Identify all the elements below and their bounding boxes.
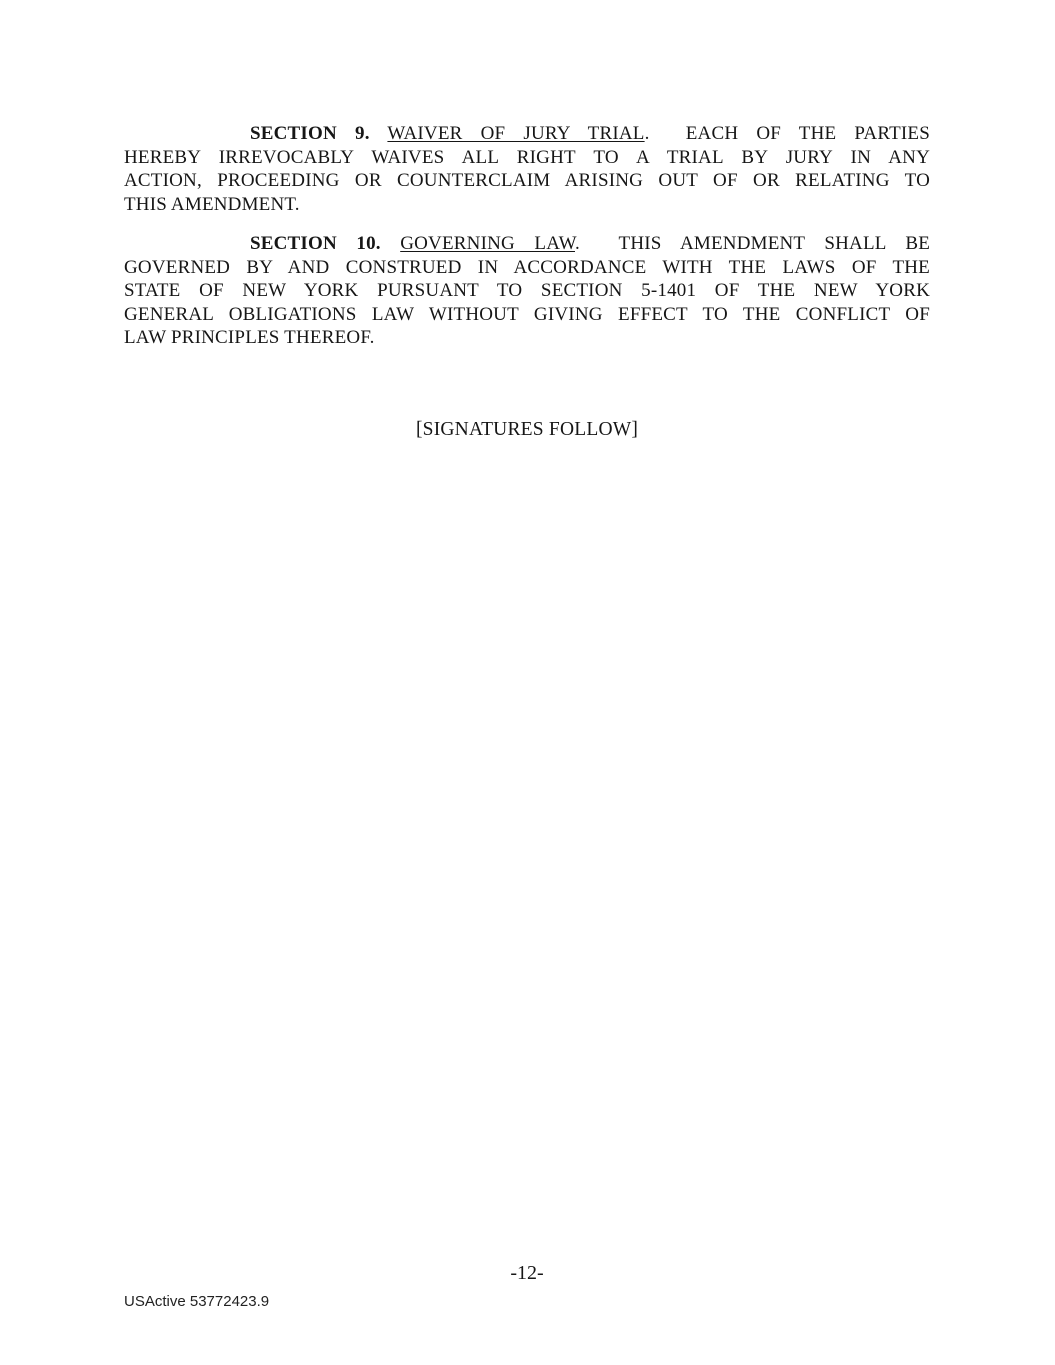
section-10-label: SECTION 10. [250, 233, 381, 254]
section-10-line: GENERAL OBLIGATIONS LAW WITHOUT GIVING EFFECT TO THE CONFLICT OF [124, 303, 930, 325]
section-10-last-line: LAW PRINCIPLES THEREOF. [124, 327, 375, 348]
signatures-follow-note: [SIGNATURES FOLLOW] [415, 419, 639, 440]
page-number: -12- [510, 1262, 544, 1284]
section-10-line: GOVERNED BY AND CONSTRUED IN ACCORDANCE WITH THE LAWS OF THE [124, 256, 930, 278]
section-9-line: ACTION, PROCEEDING OR COUNTERCLAIM ARISING OUT OF OR RELATING TO [124, 170, 930, 191]
section-9-paragraph [124, 122, 930, 216]
section-10-title: GOVERNING LAW [400, 233, 575, 254]
section-10-paragraph [124, 232, 930, 350]
section-9-title: WAIVER OF JURY TRIAL [387, 123, 645, 144]
section-9-line: HEREBY IRREVOCABLY WAIVES ALL RIGHT TO A TRIAL BY JURY IN ANY [124, 146, 930, 168]
section-9-label: SECTION 9. [250, 123, 370, 144]
section-9-first-line [124, 122, 930, 146]
section-9-last-line: THIS AMENDMENT. [124, 193, 300, 215]
section-9-first-line-text: . EACH OF THE PARTIES [644, 123, 930, 144]
section-10-first-line-text: . THIS AMENDMENT SHALL BE [575, 233, 931, 254]
footer-doc-id: USActive 53772423.9 [124, 1293, 270, 1310]
section-10-first-line [124, 232, 930, 256]
section-10-line: STATE OF NEW YORK PURSUANT TO SECTION 5-1401 OF THE NEW YORK [124, 280, 930, 301]
